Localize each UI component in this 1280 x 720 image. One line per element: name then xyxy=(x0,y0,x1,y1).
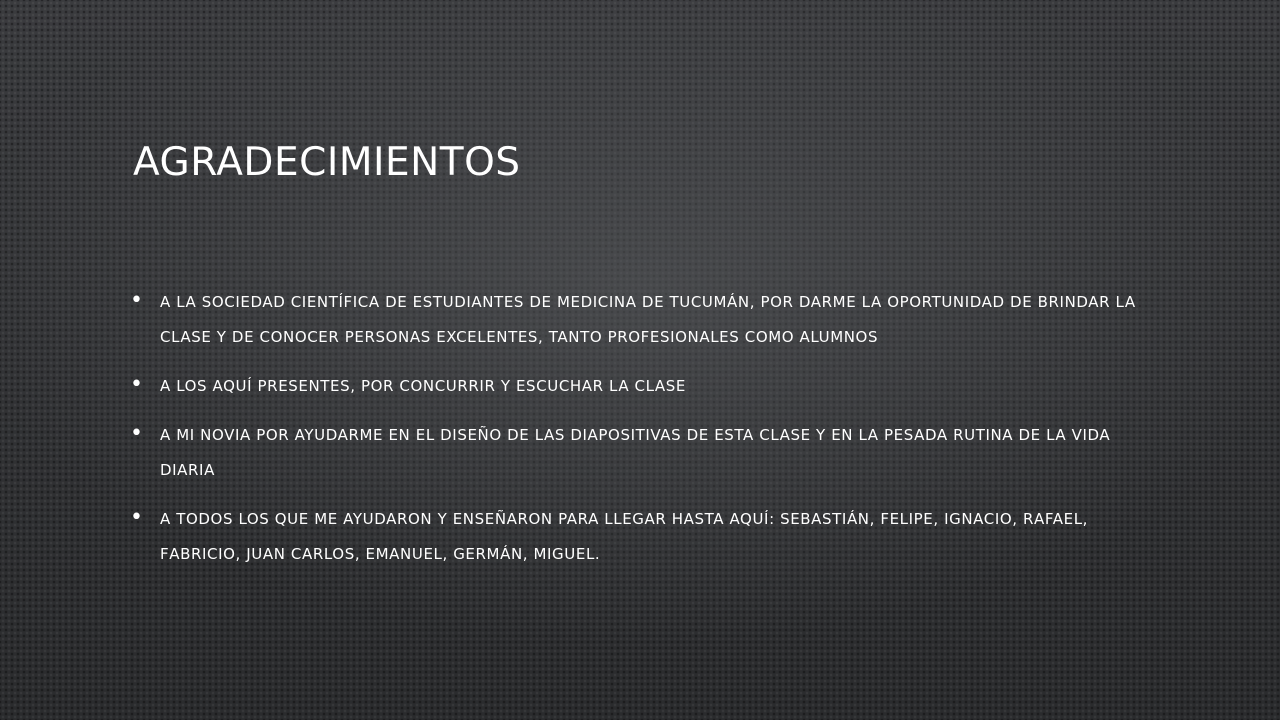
bullet-text: A todos los que me ayudaron y enseñaron para llegar hasta aquí: Sebastián, Felipe, Ignacio, Rafael, Fabricio, Juan Carlos, Emanuel, Germán, Miguel. xyxy=(160,505,1089,565)
bullet-item-todos xyxy=(130,500,1140,570)
bullet-text: A la Sociedad Científica de Estudiantes de Medicina de Tucumán, por darme la oportunidad de brindar la clase y de conocer personas excelentes, tanto profesionales como alumnos xyxy=(160,288,1136,348)
bullet-dot-icon: • xyxy=(130,288,144,313)
bullet-text: A mi novia por ayudarme en el diseño de las diapositivas de esta clase y en la pesada rutina de la vida diaria xyxy=(160,421,1111,481)
bullet-list xyxy=(130,283,1140,584)
bullet-text: A los aquí presentes, por concurrir y escuchar la clase xyxy=(160,372,686,397)
bullet-dot-icon: • xyxy=(130,372,144,397)
bullet-dot-icon: • xyxy=(130,505,144,530)
bullet-dot-icon: • xyxy=(130,421,144,446)
slide-title: AGRADECIMIENTOS xyxy=(133,140,521,185)
bullet-item-sociedad xyxy=(130,283,1140,353)
bullet-item-presentes xyxy=(130,367,1140,402)
bullet-item-novia xyxy=(130,416,1140,486)
